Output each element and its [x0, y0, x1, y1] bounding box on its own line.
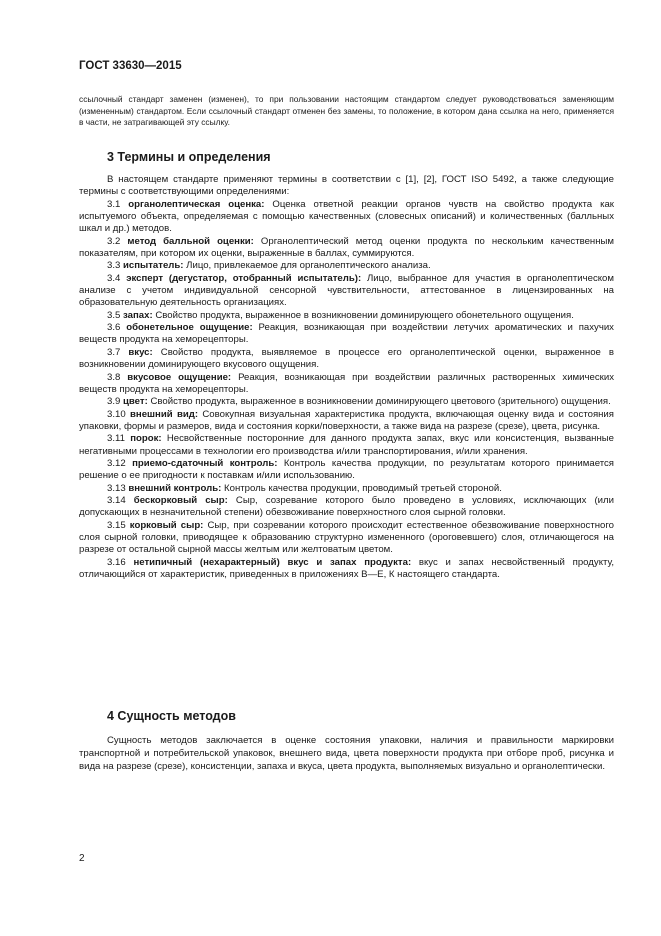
term-item: [79, 557, 614, 582]
intro-paragraph: ссылочный стандарт заменен (изменен), то при пользовании настоящим стандартом следует руководствоваться заменяющим (измененным) стандартом. Если ссылочный стандарт отменен без замены, то положение, в котором дана ссылка на него, применяется в части, не затрагивающей эту ссылку.: [79, 94, 614, 127]
term-item: [79, 273, 614, 310]
term-number: 3.16: [107, 556, 126, 568]
term-name: органолептическая оценка:: [128, 198, 265, 210]
term-definition: Лицо, привлекаемое для органолептического анализа.: [186, 260, 431, 272]
section-4-body: [79, 734, 614, 773]
term-number: 3.9: [107, 396, 121, 408]
term-number: 3.8: [107, 371, 121, 383]
term-name: внешний контроль:: [128, 482, 222, 494]
section-3-lead: В настоящем стандарте применяют термины в соответствии с [1], [2], ГОСТ ISO 5492, а также следующие термины с соответствующими определениями:: [79, 174, 614, 198]
term-item: [79, 495, 614, 520]
term-name: приемо-сдаточный контроль:: [132, 457, 278, 469]
term-name: внешний вид:: [130, 408, 199, 420]
term-number: 3.13: [107, 482, 126, 494]
term-number: 3.5: [107, 309, 121, 321]
term-definition: Реакция, возникающая при воздействии летучих ароматических и пахучих веществ продукта на хеморецепторы.: [79, 322, 614, 346]
term-name: вкусовое ощущение:: [127, 371, 232, 383]
term-definition: Свойство продукта, выраженное в возникновении доминирующего обонетельного ощущения.: [155, 309, 574, 321]
term-number: 3.7: [107, 346, 121, 358]
term-number: 3.12: [107, 457, 126, 469]
term-definition: Свойство продукта, выявляемое в процессе его органолептической оценки, выраженное в возникновении доминирующего вкусового ощущения.: [79, 346, 614, 371]
section-4-paragraph: Сущность методов заключается в оценке состояния упаковки, наличия и правильности маркировки транспортной и потребительской упаковок, внешнего вида, цвета поверхности продукта при отборе проб, рисунка и вида на разрезе (срезе), консистенции, запаха и вкуса, цвета продукта, выполняемых визуально и органолептически.: [79, 735, 614, 773]
term-number: 3.4: [107, 272, 121, 284]
term-item: [79, 458, 614, 483]
term-name: обонетельное ощущение:: [126, 322, 253, 334]
term-item: [79, 236, 614, 261]
term-number: 3.6: [107, 322, 121, 334]
term-item: [79, 347, 614, 372]
term-item: [79, 322, 614, 347]
term-item: [79, 520, 614, 557]
term-name: корковый сыр:: [129, 519, 204, 531]
term-number: 3.1: [107, 198, 121, 210]
section-3-heading: 3 Термины и определения: [107, 150, 271, 164]
term-definition: Контроль качества продукции, по результатам которого принимается решение о ее пригодности к поставкам и/или использованию.: [79, 457, 614, 482]
term-name: запах:: [123, 309, 153, 321]
term-number: 3.3: [107, 260, 121, 272]
term-definition: Оценка ответной реакции органов чувств на свойство продукта как испытуемого объекта, определяемая с помощью качественных (словесных описаний) и количественных (балльных шкал и др.) методов.: [79, 198, 615, 235]
term-definition: Контроль качества продукции, проводимый третьей стороной.: [224, 482, 502, 494]
term-definition: Свойство продукта, выраженное в возникновении доминирующего цветового (зрительного) ощущения.: [150, 396, 611, 408]
term-name: испытатель:: [123, 260, 184, 272]
term-name: бескорковый сыр:: [133, 494, 228, 506]
term-definition: Совокупная визуальная характеристика продукта, включающая оценку вида и состояния упаковки, формы и размеров, вида и состояния корки/поверхности, а также вида на разрезе (срезе), цвета, рисунка.: [79, 408, 614, 432]
term-number: 3.15: [107, 519, 126, 531]
term-definition: Органолептический метод оценки продукта по нескольким качественным показателям, при котором их оценки, выраженные в баллах, суммируются.: [79, 235, 615, 260]
terms-list: [79, 174, 614, 581]
term-name: порок:: [130, 433, 162, 445]
term-item: [79, 396, 614, 408]
page-number: 2: [79, 853, 85, 864]
term-number: 3.10: [107, 408, 126, 420]
term-definition: вкус и запах несвойственный продукту, отличающийся от характеристик, приведенных в приложениях В—Е, К настоящего стандарта.: [79, 556, 615, 580]
term-definition: Сыр, при созревании которого происходит естественное обезвоживание поверхностного слоя сырной головки, приводящее к образованию структурно измененного (ороговевшего) слоя, отличающегося на разрезе от остальной сырной массы желтым или желтоватым цветом.: [79, 519, 614, 556]
term-name: цвет:: [123, 396, 148, 408]
term-number: 3.14: [107, 494, 126, 506]
term-definition: Несвойственные посторонние для данного продукта запах, вкус или консистенция, вызванные негативными процессами в технологии его производства и/или транспортирования, и/или хранения.: [79, 433, 615, 457]
term-number: 3.11: [107, 433, 125, 445]
document-code: ГОСТ 33630—2015: [79, 60, 182, 72]
term-definition: Лицо, выбранное для участия в органолептическом анализе с учетом индивидуальной сенсорной чувствительности, аттестованное в лицензированных на образовательную деятельность организациях.: [79, 272, 614, 309]
term-item: [79, 372, 614, 397]
term-definition: Реакция, возникающая при воздействии различных растворенных химических веществ продукта на хеморецепторы.: [79, 371, 614, 395]
terms-container: [79, 199, 614, 582]
term-number: 3.2: [107, 235, 121, 247]
term-definition: Сыр, созревание которого было проведено в условиях, исключающих (или допускающих в незначительной степени) обезвоживание поверхностного слоя сырной головки.: [79, 494, 614, 519]
section-4-heading: 4 Сущность методов: [107, 709, 236, 723]
term-name: нетипичный (нехарактерный) вкус и запах продукта:: [133, 556, 412, 568]
term-name: вкус:: [128, 346, 153, 358]
term-item: [79, 260, 614, 272]
term-item: [79, 409, 614, 434]
term-item: [79, 433, 614, 458]
term-item: [79, 199, 614, 236]
term-item: [79, 483, 614, 495]
term-name: эксперт (дегустатор, отобранный испытатель):: [126, 272, 362, 284]
term-item: [79, 310, 614, 322]
term-name: метод балльной оценки:: [127, 235, 254, 247]
